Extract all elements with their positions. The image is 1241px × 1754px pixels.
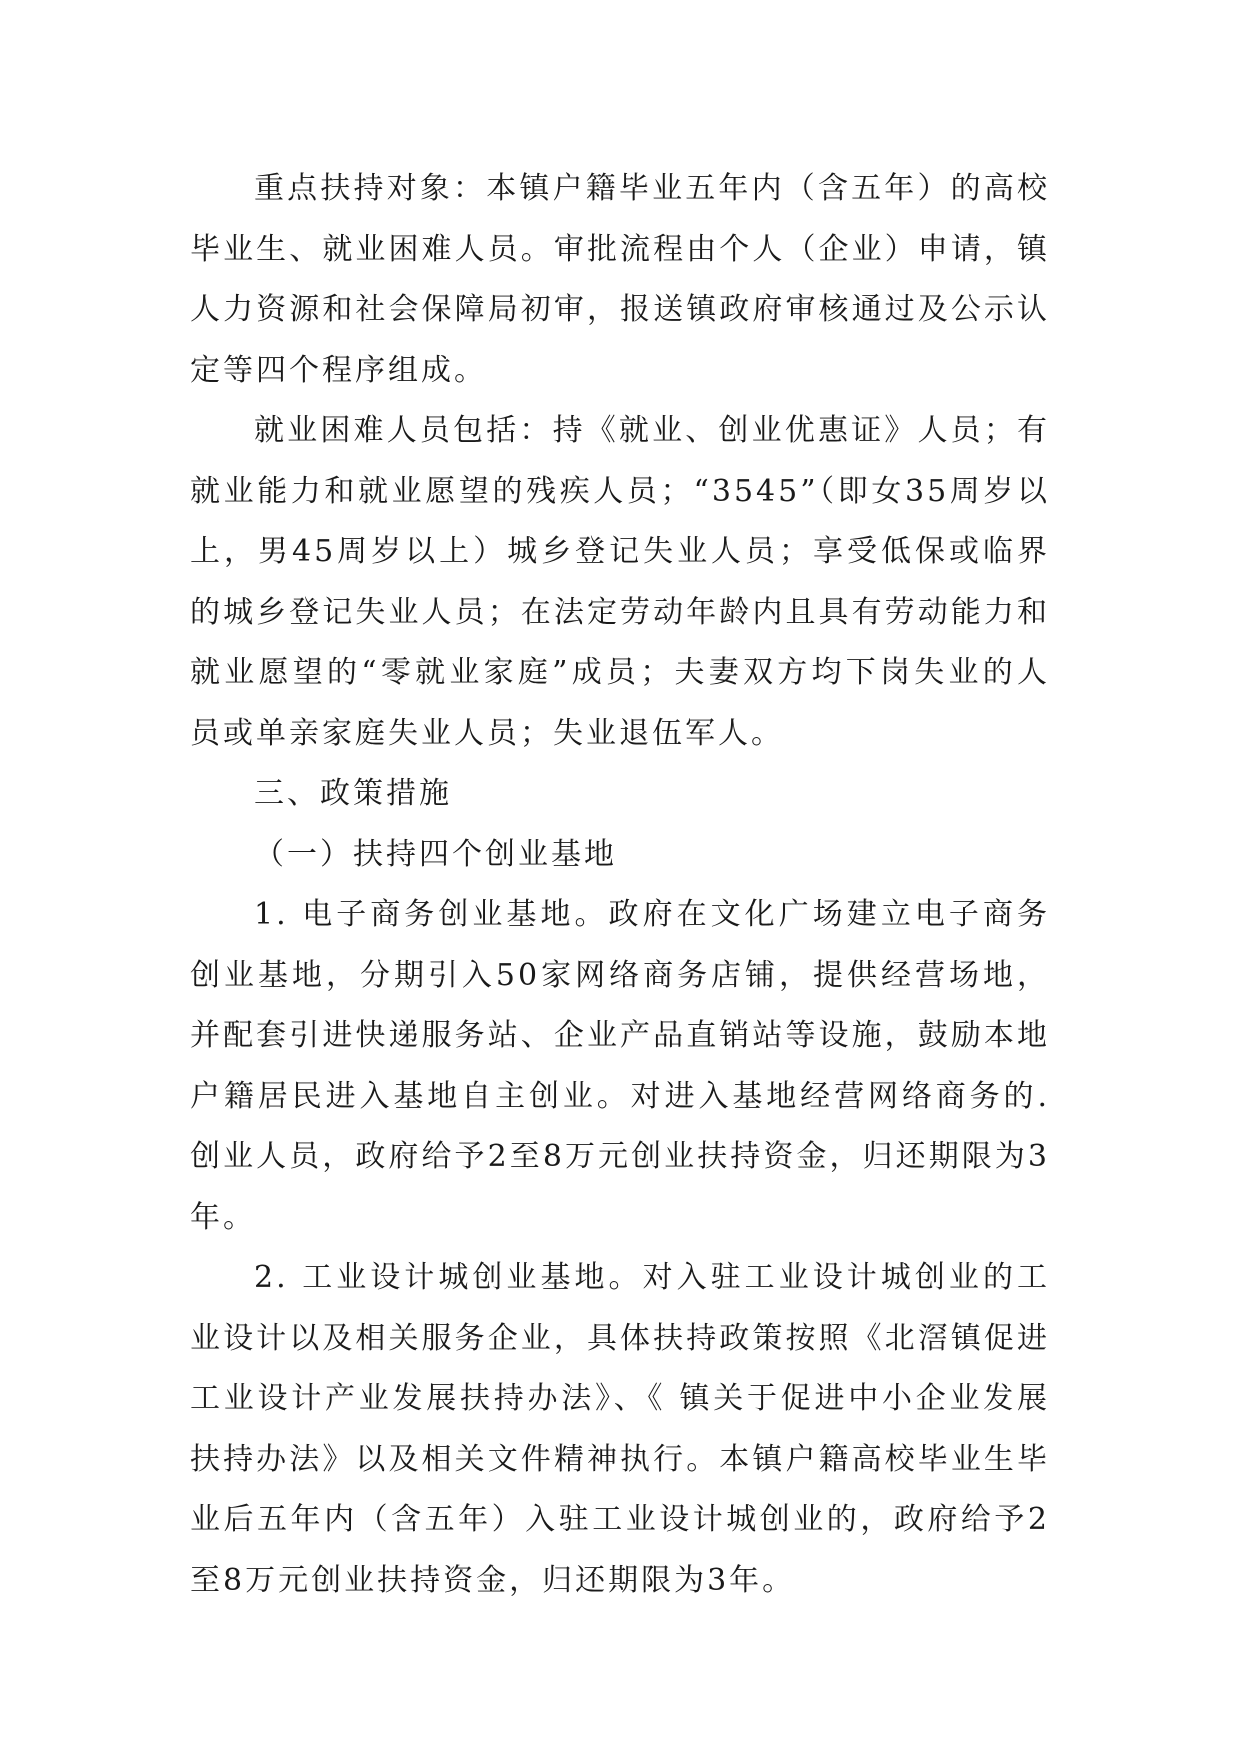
item-industrial-design-base: 2. 工业设计城创业基地。对入驻工业设计城创业的工业设计以及相关服务企业，具体扶持政策按照《北滘镇促进工业设计产业发展扶持办法》、《 镇关于促进中小企业发展扶持办法》以及相关文件精神执行。本镇户籍高校毕业生毕业后五年内（含五年）入驻工业设计城创业的，政府给予2至8万元创业扶持资金，归还期限为3年。 bbox=[190, 1260, 1050, 1598]
document-page bbox=[190, 159, 1050, 1611]
paragraph-key-targets: 重点扶持对象：本镇户籍毕业五年内（含五年）的高校毕业生、就业困难人员。审批流程由个人（企业）申请，镇人力资源和社会保障局初审，报送镇政府审核通过及公示认定等四个程序组成。 bbox=[190, 171, 1050, 388]
subsection-heading: （一）扶持四个创业基地 bbox=[254, 836, 617, 872]
section-heading: 三、政策措施 bbox=[254, 776, 452, 811]
item-ecommerce-base: 1. 电子商务创业基地。政府在文化广场建立电子商务创业基地，分期引入50家网络商务店铺，提供经营场地，并配套引进快递服务站、企业产品直销站等设施，鼓励本地户籍居民进入基地自主创业。对进入基地经营网络商务的.创业人员，政府给予2至8万元创业扶持资金，归还期限为3年。 bbox=[190, 897, 1050, 1235]
paragraph-employment-difficulty: 就业困难人员包括：持《就业、创业优惠证》人员；有就业能力和就业愿望的残疾人员；“3545”（即女35周岁以上，男45周岁以上）城乡登记失业人员；享受低保或临界的城乡登记失业人员；在法定劳动年龄内且具有劳动能力和就业愿望的“零就业家庭”成员；夫妻双方均下岗失业的人员或单亲家庭失业人员；失业退伍军人。 bbox=[190, 413, 1050, 751]
